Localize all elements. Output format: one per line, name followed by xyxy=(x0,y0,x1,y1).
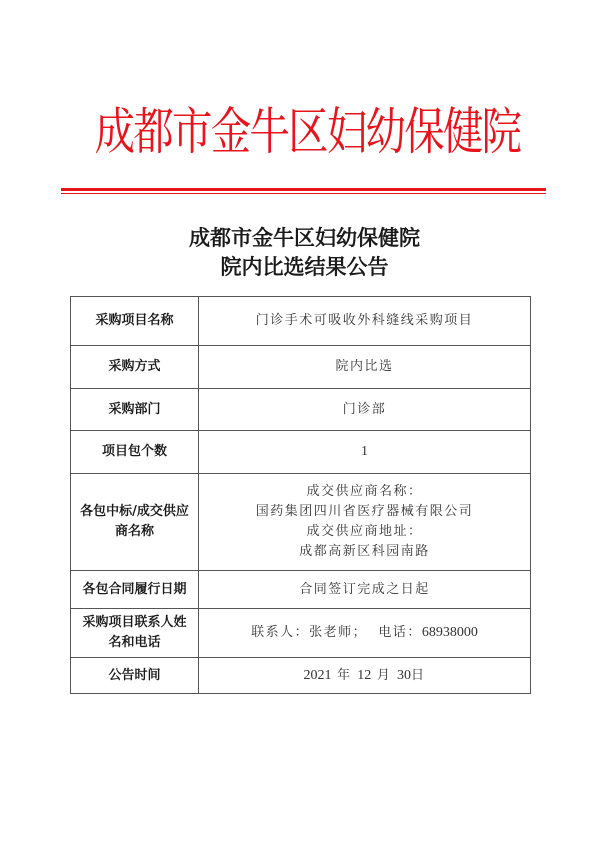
table-row-department xyxy=(71,389,531,431)
label-project-name: 采购项目名称 xyxy=(71,297,199,346)
label-department: 采购部门 xyxy=(71,389,199,431)
label-announcement-date: 公告时间 xyxy=(71,658,199,694)
supplier-address-heading: 成交供应商地址： xyxy=(306,524,423,539)
date-year-unit: 年 xyxy=(337,667,352,683)
phone-number: 68938000 xyxy=(421,625,478,640)
table-row-package-count xyxy=(71,431,531,474)
label-supplier-line-2: 商名称 xyxy=(114,524,154,539)
value-announcement-date xyxy=(199,658,531,694)
table-row-project-name xyxy=(71,297,531,346)
supplier-name: 国药集团四川省医疗器械有限公司 xyxy=(255,504,474,519)
table-row-announcement-date xyxy=(71,658,531,694)
table-row-procurement-method xyxy=(71,346,531,389)
letterhead xyxy=(60,100,550,166)
date-year: 2021 xyxy=(303,667,332,683)
value-contract-period: 合同签订完成之日起 xyxy=(199,571,531,609)
label-supplier xyxy=(71,474,199,571)
label-contact-line-2: 名和电话 xyxy=(108,635,161,650)
divider-thin-line xyxy=(61,193,546,194)
table-row-supplier xyxy=(71,474,531,571)
label-package-count: 项目包个数 xyxy=(71,431,199,474)
letterhead-organization-name: 成都市金牛区妇幼保健院 xyxy=(94,102,521,163)
date-day: 30 xyxy=(397,667,412,683)
label-procurement-method: 采购方式 xyxy=(71,346,199,389)
contact-person: 联系人：张老师； xyxy=(251,625,368,640)
date-day-unit: 日 xyxy=(411,667,426,683)
title-line-notice: 院内比选结果公告 xyxy=(220,254,389,279)
date-month-unit: 月 xyxy=(376,667,392,683)
date-month: 12 xyxy=(357,667,372,683)
value-project-name: 门诊手术可吸收外科缝线采购项目 xyxy=(199,297,531,346)
label-contact xyxy=(71,609,199,658)
value-contact xyxy=(199,609,531,658)
document-title xyxy=(0,223,609,281)
value-package-count xyxy=(199,431,531,474)
supplier-name-heading: 成交供应商名称： xyxy=(306,484,423,499)
value-department: 门诊部 xyxy=(199,389,531,431)
procurement-result-table xyxy=(70,296,531,694)
label-contract-period: 各包合同履行日期 xyxy=(71,571,199,609)
letterhead-divider xyxy=(61,188,546,195)
phone-label: 电话： xyxy=(378,625,422,640)
package-count-number: 1 xyxy=(361,444,368,459)
divider-thick-line xyxy=(61,188,546,191)
title-line-organization: 成都市金牛区妇幼保健院 xyxy=(189,225,420,250)
table-row-contact xyxy=(71,609,531,658)
supplier-address: 成都高新区科园南路 xyxy=(299,544,430,559)
label-supplier-line-1: 各包中标/成交供应 xyxy=(80,504,189,519)
label-contact-line-1: 采购项目联系人姓 xyxy=(82,615,187,630)
table-row-contract-period xyxy=(71,571,531,609)
value-supplier xyxy=(199,474,531,571)
value-procurement-method: 院内比选 xyxy=(199,346,531,389)
